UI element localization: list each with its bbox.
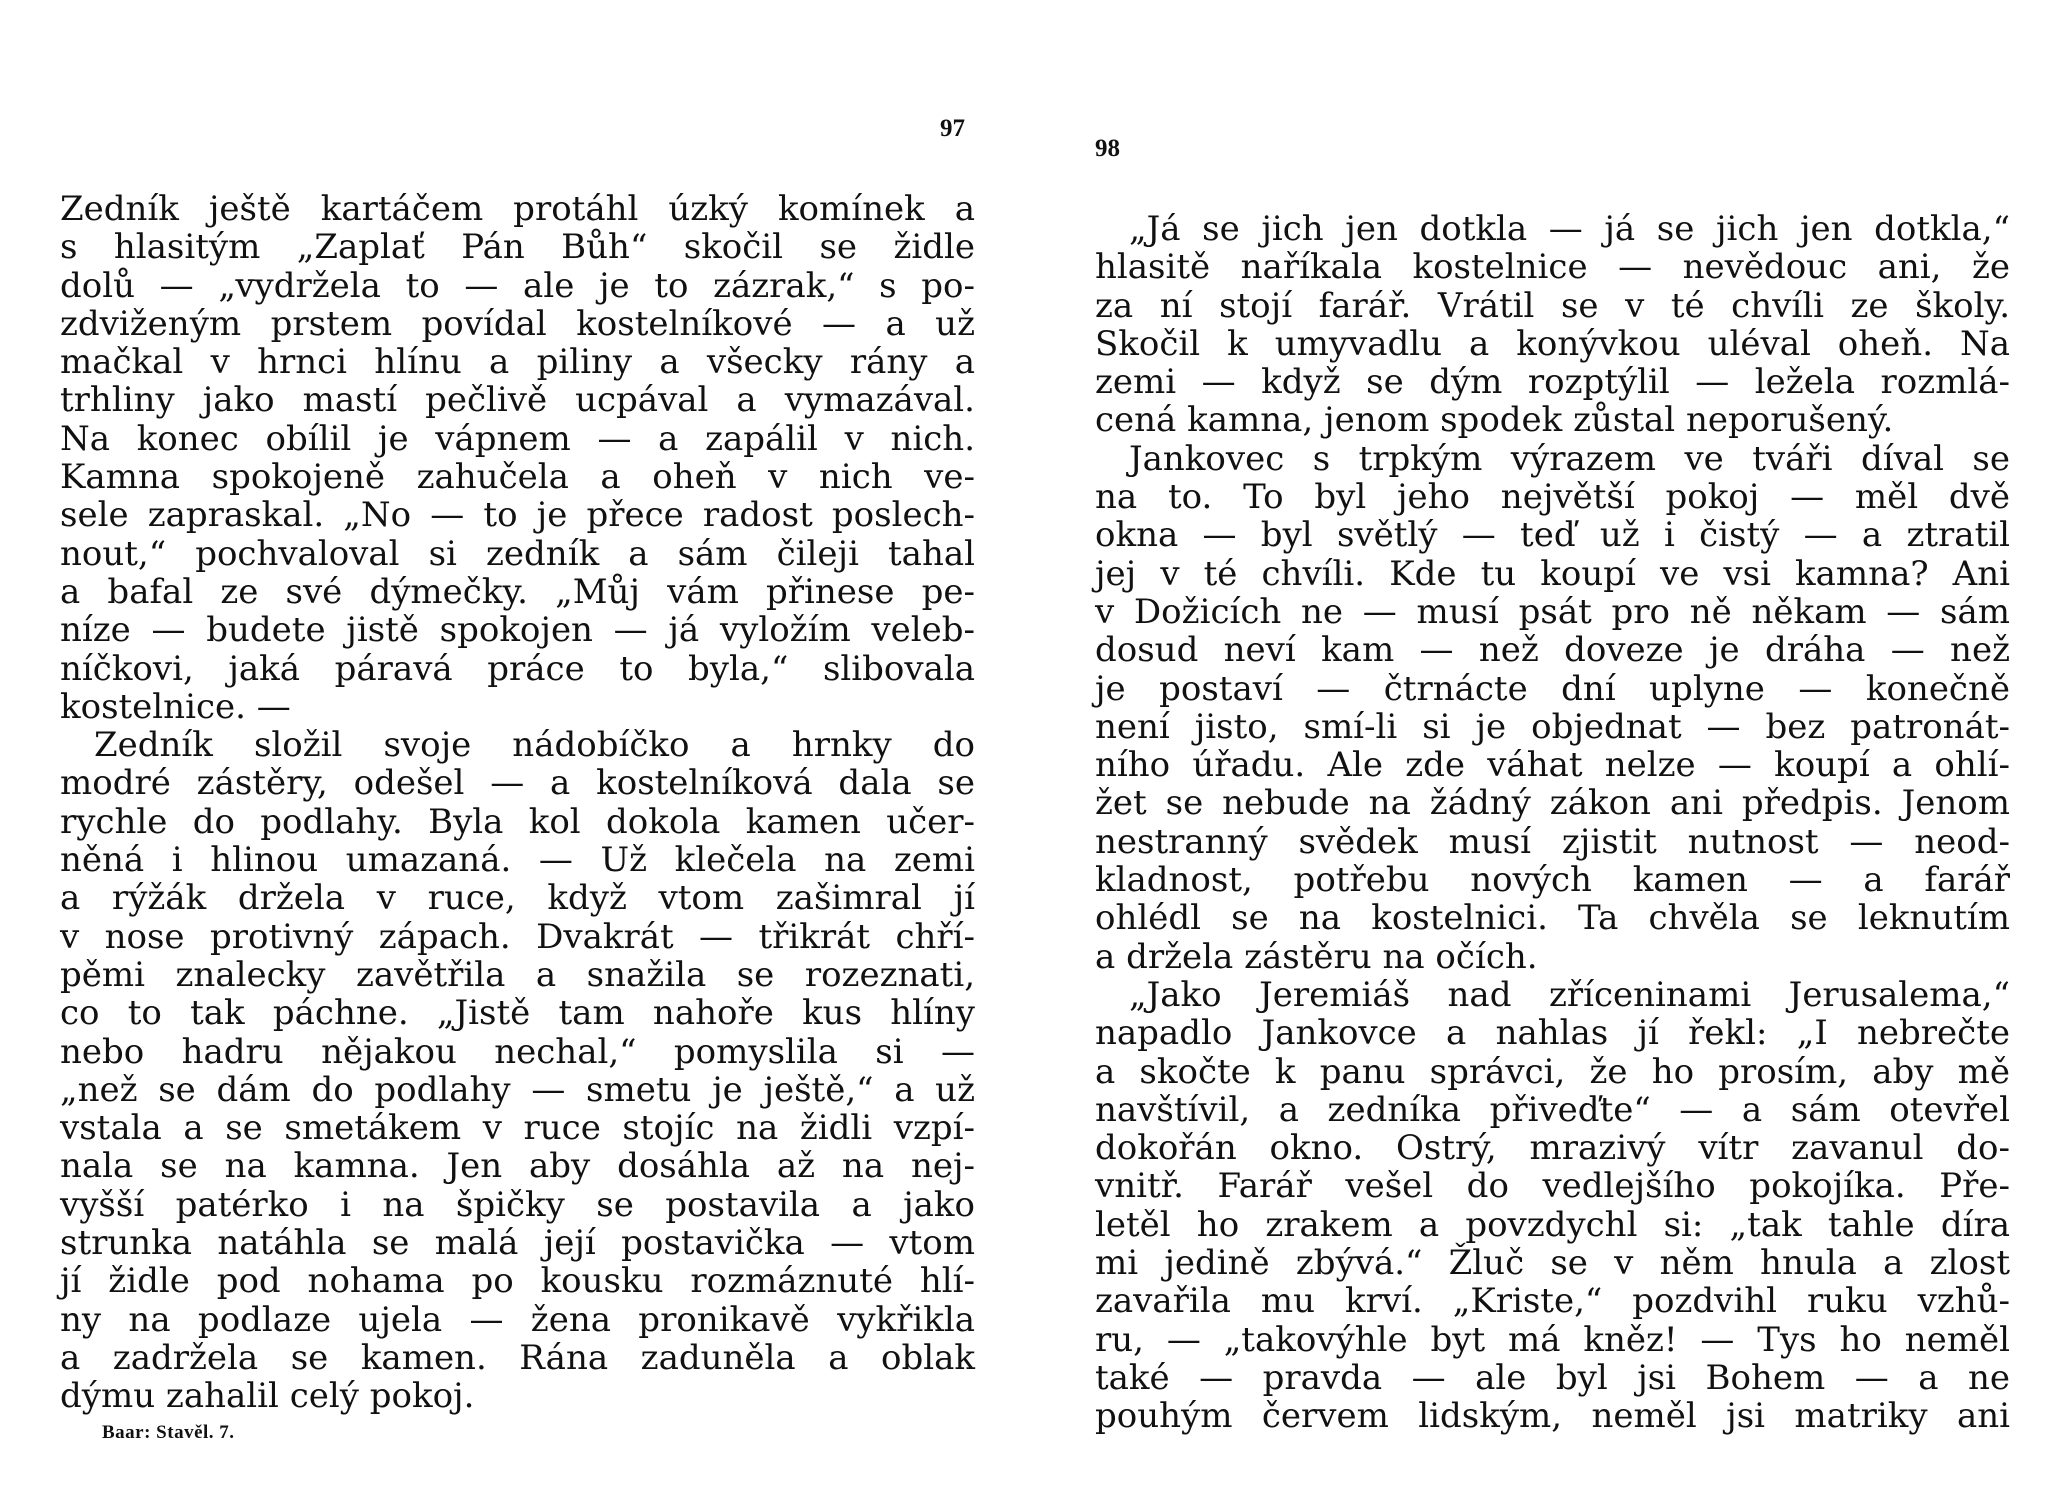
text-line: rychle do podlahy. Byla kol dokola kamen učer- xyxy=(60,801,975,842)
text-line: kostelnice. — xyxy=(60,686,291,727)
text-line: a zadržela se kamen. Rána zaduněla a oblak xyxy=(60,1337,975,1378)
text-line: jí židle pod nohama po kousku rozmáznuté hlí- xyxy=(60,1261,975,1302)
text-line: je postaví — čtrnácte dní uplyne — konečně xyxy=(1095,668,2010,709)
text-line: Jankovec s trpkým výrazem ve tváři díval se xyxy=(1129,438,2010,479)
text-line: níze — budete jistě spokojen — já vyložím veleb- xyxy=(60,610,975,651)
page-number-left: 97 xyxy=(940,115,965,142)
text-line: zavařila mu krví. „Kriste,“ pozdvihl ruku vzhů- xyxy=(1095,1281,2010,1322)
text-line: pouhým červem lidským, neměl jsi matriky ani xyxy=(1095,1396,2010,1437)
text-line: také — pravda — ale byl jsi Bohem — a ne xyxy=(1095,1357,2010,1398)
text-line: a rýžák držela v ruce, když vtom zašimral jí xyxy=(60,878,975,919)
text-line: trhliny jako mastí pečlivě ucpával a vymazával. xyxy=(60,380,975,421)
text-line: dolů — „vydržela to — ale je to zázrak,“ s po- xyxy=(60,265,975,306)
text-line: zemi — když se dým rozptýlil — ležela rozmlá- xyxy=(1095,362,2010,403)
text-line: Na konec obílil je vápnem — a zapálil v nich. xyxy=(60,418,975,459)
text-line: ního úřadu. Ale zde váhat nelze — koupí a ohlí- xyxy=(1095,745,2010,786)
text-line: není jisto, smí-li si je objednat — bez patronát- xyxy=(1095,706,2010,747)
text-line: v nose protivný zápach. Dvakrát — třikrát chří- xyxy=(60,916,975,957)
right-page xyxy=(1095,0,2010,1500)
text-line: Zedník složil svoje nádobíčko a hrnky do xyxy=(94,725,975,766)
text-line: níčkovi, jaká páravá práce to byla,“ slibovala xyxy=(60,648,975,689)
text-line: pěmi znalecky zavětřila a snažila se rozeznati, xyxy=(60,954,975,995)
footer-signature: Baar: Stavěl. 7. xyxy=(102,1422,235,1443)
text-line: letěl ho zrakem a povzdychl si: „tak tahle díra xyxy=(1095,1204,2010,1245)
text-line: ny na podlaze ujela — žena pronikavě vykřikla xyxy=(60,1299,975,1340)
text-line: Skočil k umyvadlu a konývkou uléval oheň. Na xyxy=(1095,323,2010,364)
text-line: „Já se jich jen dotkla — já se jich jen dotkla,“ xyxy=(1129,209,2010,249)
text-line: strunka natáhla se malá její postavička — vtom xyxy=(60,1223,975,1264)
text-line: co to tak páchne. „Jistě tam nahoře kus hlíny xyxy=(60,993,975,1034)
text-line: nestranný svědek musí zjistit nutnost — neod- xyxy=(1095,821,2010,862)
text-line: a skočte k panu správci, že ho prosím, aby mě xyxy=(1095,1051,2010,1092)
text-line: Zedník ještě kartáčem protáhl úzký komínek a xyxy=(60,189,975,229)
text-line: v Dožicích ne — musí psát pro ně někam — sám xyxy=(1095,591,2010,632)
text-line: mačkal v hrnci hlínu a piliny a všecky rány a xyxy=(60,342,975,383)
text-line: a bafal ze své dýmečky. „Můj vám přinese pe- xyxy=(60,571,975,612)
text-line: dosud neví kam — než doveze je dráha — než xyxy=(1095,630,2010,671)
text-line: za ní stojí farář. Vrátil se v té chvíli ze školy. xyxy=(1095,285,2010,326)
text-line: cená kamna, jenom spodek zůstal neporušený. xyxy=(1095,400,1894,441)
text-line: dýmu zahalil celý pokoj. xyxy=(60,1376,475,1417)
text-line: dokořán okno. Ostrý, mrazivý vítr zavanul do- xyxy=(1095,1128,2010,1169)
text-line: ru, — „takovýhle byt má kněz! — Tys ho neměl xyxy=(1095,1319,2010,1360)
text-line: napadlo Jankovce a nahlas jí řekl: „I nebrečte xyxy=(1095,1013,2010,1054)
left-page-text xyxy=(60,190,975,1416)
text-line: okna — byl světlý — teď už i čistý — a ztratil xyxy=(1095,515,2010,556)
text-line: modré zástěry, odešel — a kostelníková dala se xyxy=(60,763,975,804)
left-page xyxy=(60,0,975,1500)
text-line: žet se nebude na žádný zákon ani předpis. Jenom xyxy=(1095,783,2010,824)
text-line: vyšší patérko i na špičky se postavila a jako xyxy=(60,1184,975,1225)
text-line: jej v té chvíli. Kde tu koupí ve vsi kamna? Ani xyxy=(1095,553,2010,594)
right-page-text xyxy=(1095,210,2010,1436)
text-line: něná i hlinou umazaná. — Už klečela na zemi xyxy=(60,840,975,881)
page-number-right: 98 xyxy=(1095,135,1120,162)
text-line: zdviženým prstem povídal kostelníkové — a už xyxy=(60,303,975,344)
text-line: nala se na kamna. Jen aby dosáhla až na nej- xyxy=(60,1146,975,1187)
text-line: „než se dám do podlahy — smetu je ještě,“ a už xyxy=(60,1069,975,1110)
text-line: mi jedině zbývá.“ Žluč se v něm hnula a zlost xyxy=(1095,1243,2010,1284)
text-line: na to. To byl jeho největší pokoj — měl dvě xyxy=(1095,477,2010,518)
text-line: nebo hadru nějakou nechal,“ pomyslila si — xyxy=(60,1031,975,1072)
text-line: nout,“ pochvaloval si zedník a sám čileji tahal xyxy=(60,533,975,574)
text-line: vnitř. Farář vešel do vedlejšího pokojíka. Pře- xyxy=(1095,1166,2010,1207)
text-line: hlasitě naříkala kostelnice — nevědouc ani, že xyxy=(1095,247,2010,288)
text-line: Kamna spokojeně zahučela a oheň v nich ve- xyxy=(60,457,975,498)
text-line: a držela zástěru na očích. xyxy=(1095,936,1538,977)
text-line: kladnost, potřebu nových kamen — a farář xyxy=(1095,860,2010,901)
text-line: ohlédl se na kostelnici. Ta chvěla se leknutím xyxy=(1095,898,2010,939)
text-line: sele zapraskal. „No — to je přece radost poslech- xyxy=(60,495,975,536)
text-line: s hlasitým „Zaplať Pán Bůh“ skočil se židle xyxy=(60,227,975,268)
text-line: navštívil, a zedníka přiveďte“ — a sám otevřel xyxy=(1095,1089,2010,1130)
text-line: „Jako Jeremiáš nad zříceninami Jerusalema,“ xyxy=(1129,974,2010,1015)
text-line: vstala a se smetákem v ruce stojíc na židli vzpí- xyxy=(60,1108,975,1149)
